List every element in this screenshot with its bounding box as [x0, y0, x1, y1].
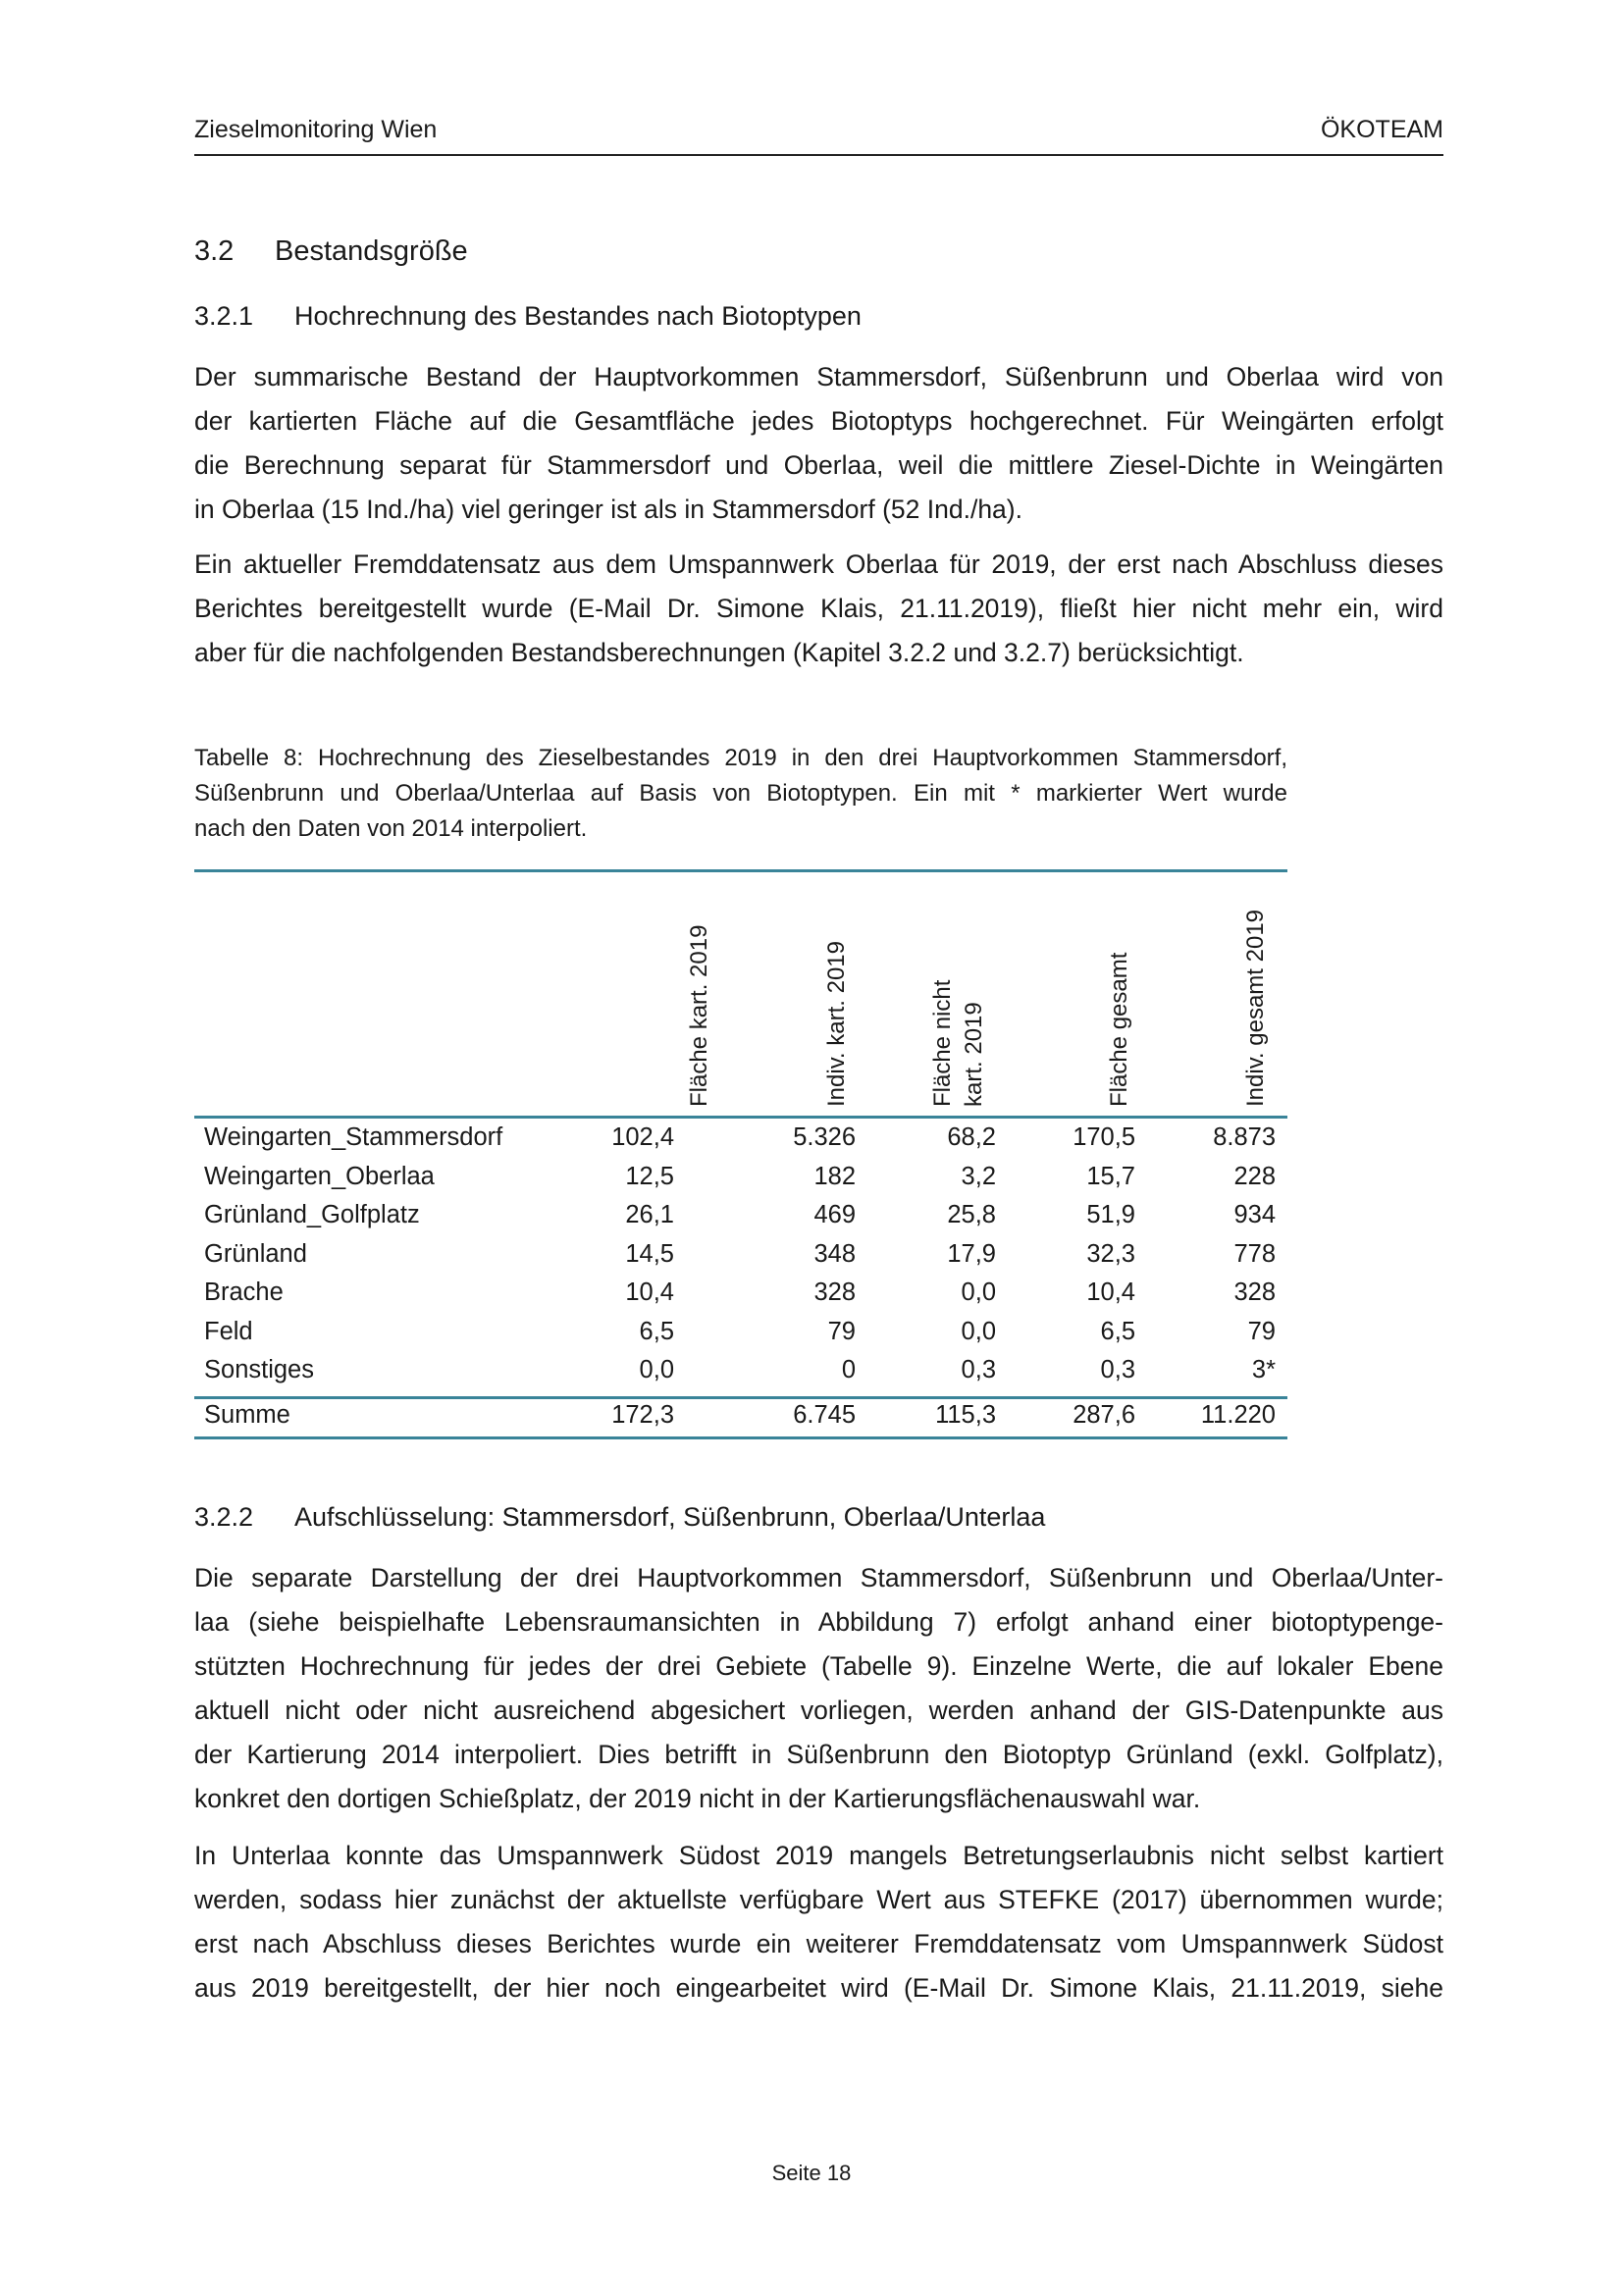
text-line: Der summarische Bestand der Hauptvorkommen Stammersdorf, Süßenbrunn und Oberlaa wird von: [194, 362, 1443, 391]
page-number: Seite 18: [771, 2161, 852, 2185]
running-header-org: ÖKOTEAM: [1320, 116, 1443, 143]
table-row: [194, 1318, 1287, 1353]
table-cell: 228: [1233, 1162, 1276, 1190]
column-header: Fläche kart. 2019: [686, 924, 712, 1107]
caption-line: Süßenbrunn und Oberlaa/Unterlaa auf Basis von Biotoptypen. Ein mit * markierter Wert wurde: [194, 780, 1287, 807]
column-header: Indiv. gesamt 2019: [1242, 909, 1269, 1107]
table-cell: 79: [827, 1317, 856, 1345]
table-cell: 934: [1233, 1201, 1276, 1228]
table-cell: 10,4: [1086, 1278, 1135, 1306]
paragraph-4: [194, 1834, 1443, 2010]
text-line: Ein aktueller Fremddatensatz aus dem Umspannwerk Oberlaa für 2019, der erst nach Abschluss dieses: [194, 549, 1443, 579]
table-cell: 0,0: [639, 1356, 674, 1383]
table-cell: 102,4: [611, 1123, 674, 1151]
caption-line: nach den Daten von 2014 interpoliert.: [194, 815, 588, 842]
column-header: kart. 2019: [961, 1002, 987, 1107]
section-title: Bestandsgröße: [275, 235, 468, 267]
table-cell: 778: [1233, 1239, 1276, 1268]
table-bottom-rule: [194, 1436, 1287, 1439]
text-line: erst nach Abschluss dieses Berichtes wurde ein weiterer Fremddatensatz vom Umspannwerk Südost: [194, 1929, 1443, 1958]
table-cell: 8.873: [1213, 1123, 1276, 1151]
row-label: Grünland_Golfplatz: [204, 1201, 420, 1228]
table-cell: 0,3: [1100, 1356, 1135, 1383]
table-cell: 172,3: [611, 1401, 674, 1429]
table-cell: 51,9: [1086, 1201, 1135, 1228]
text-line: aktuell nicht oder nicht ausreichend abgesichert vorliegen, werden anhand der GIS-Datenpunkte aus: [194, 1696, 1443, 1725]
text-line: der Kartierung 2014 interpoliert. Dies betrifft in Süßenbrunn den Biotoptyp Grünland (exkl. Golfplatz),: [194, 1740, 1443, 1769]
row-label: Sonstiges: [204, 1356, 314, 1383]
column-header: Fläche gesamt: [1106, 952, 1132, 1107]
header-rule: [194, 154, 1443, 156]
table-row: [194, 1240, 1287, 1276]
table-cell: 15,7: [1086, 1162, 1135, 1190]
table-row: [194, 1163, 1287, 1198]
table-cell: 0: [841, 1356, 856, 1383]
row-label: Brache: [204, 1278, 284, 1306]
paragraph-2: [194, 543, 1443, 675]
text-line: die Berechnung separat für Stammersdorf und Oberlaa, weil die mittlere Ziesel-Dichte in Weingärten: [194, 450, 1443, 480]
table-cell: 11.220: [1200, 1401, 1276, 1429]
table-total-rule: [194, 1396, 1287, 1399]
table-cell: 26,1: [625, 1201, 674, 1228]
table-cell: 6,5: [639, 1317, 674, 1345]
table-cell: 328: [1233, 1278, 1276, 1306]
table-cell: 348: [813, 1239, 856, 1268]
table-cell: 170,5: [1073, 1123, 1135, 1151]
table-caption: [194, 741, 1287, 847]
row-label: Grünland: [204, 1239, 307, 1268]
table-cell: 0,3: [961, 1356, 996, 1383]
caption-line: Tabelle 8: Hochrechnung des Zieselbestandes 2019 in den drei Hauptvorkommen Stammersdorf,: [194, 745, 1287, 771]
table-cell: 17,9: [947, 1239, 996, 1268]
text-line: werden, sodass hier zunächst der aktuellste verfügbare Wert aus STEFKE (2017) übernommen wurde;: [194, 1885, 1443, 1914]
table-cell: 25,8: [947, 1201, 996, 1228]
text-line: laa (siehe beispielhafte Lebensraumansichten in Abbildung 7) erfolgt anhand einer biotoptypenge-: [194, 1607, 1443, 1637]
paragraph-3: [194, 1556, 1443, 1821]
table-row: [194, 1123, 1287, 1159]
section-number: 3.2: [194, 235, 235, 267]
table-cell: 0,0: [961, 1278, 996, 1306]
table-top-rule: [194, 869, 1287, 872]
row-label: Weingarten_Stammersdorf: [204, 1123, 503, 1151]
table-cell: 14,5: [625, 1239, 674, 1268]
table-header-rule: [194, 1116, 1287, 1119]
table-cell: 287,6: [1073, 1401, 1135, 1429]
table-cell: 6.745: [793, 1401, 856, 1429]
table-row: [194, 1356, 1287, 1391]
text-line: Berichtes bereitgestellt wurde (E-Mail Dr. Simone Klais, 21.11.2019), fließt hier nicht mehr ein, wird: [194, 594, 1443, 623]
table-cell: 79: [1247, 1317, 1276, 1345]
table-cell: 6,5: [1100, 1317, 1135, 1345]
paragraph-1: [194, 355, 1443, 532]
text-line: aus 2019 bereitgestellt, der hier noch eingearbeitet wird (E-Mail Dr. Simone Klais, 21.11.2019, siehe: [194, 1973, 1443, 2003]
table-cell: 32,3: [1086, 1239, 1135, 1268]
table-cell: 12,5: [625, 1162, 674, 1190]
table-total-row: [194, 1401, 1287, 1436]
total-label: Summe: [204, 1401, 290, 1429]
text-line: stützten Hochrechnung für jedes der drei Gebiete (Tabelle 9). Einzelne Werte, die auf lokaler Ebene: [194, 1651, 1443, 1681]
text-line: aber für die nachfolgenden Bestandsberechnungen (Kapitel 3.2.2 und 3.2.7) berücksichtigt.: [194, 638, 1244, 667]
table-cell: 3,2: [961, 1162, 996, 1190]
column-header: Indiv. kart. 2019: [823, 941, 850, 1107]
table-cell: 0,0: [961, 1317, 996, 1345]
text-line: konkret den dortigen Schießplatz, der 2019 nicht in der Kartierungsflächenauswahl war.: [194, 1784, 1201, 1813]
running-header-title: Zieselmonitoring Wien: [194, 116, 438, 143]
table-cell: 115,3: [935, 1401, 996, 1429]
table-cell: 10,4: [625, 1278, 674, 1306]
row-label: Weingarten_Oberlaa: [204, 1162, 435, 1190]
table-cell: 469: [813, 1201, 856, 1228]
column-header: Fläche nicht: [929, 979, 956, 1107]
text-line: der kartierten Fläche auf die Gesamtfläche jedes Biotoptyps hochgerechnet. Für Weingärten erfolgt: [194, 406, 1443, 436]
table-cell: 68,2: [947, 1123, 996, 1151]
subsection-number: 3.2.1: [194, 301, 254, 331]
table-row: [194, 1278, 1287, 1314]
table-cell: 5.326: [793, 1123, 856, 1151]
text-line: in Oberlaa (15 Ind./ha) viel geringer ist als in Stammersdorf (52 Ind./ha).: [194, 495, 1022, 524]
subsection-title: Hochrechnung des Bestandes nach Biotoptypen: [294, 301, 862, 331]
table-cell: 182: [813, 1162, 856, 1190]
table-row: [194, 1201, 1287, 1236]
table-cell: 328: [813, 1278, 856, 1306]
row-label: Feld: [204, 1317, 253, 1345]
subsection-title: Aufschlüsselung: Stammersdorf, Süßenbrunn, Oberlaa/Unterlaa: [294, 1502, 1046, 1532]
table-cell: 3*: [1251, 1356, 1276, 1383]
text-line: In Unterlaa konnte das Umspannwerk Südost 2019 mangels Betretungserlaubnis nicht selbst kartiert: [194, 1841, 1443, 1870]
text-line: Die separate Darstellung der drei Hauptvorkommen Stammersdorf, Süßenbrunn und Oberlaa/Unter-: [194, 1563, 1443, 1592]
subsection-number: 3.2.2: [194, 1502, 254, 1532]
